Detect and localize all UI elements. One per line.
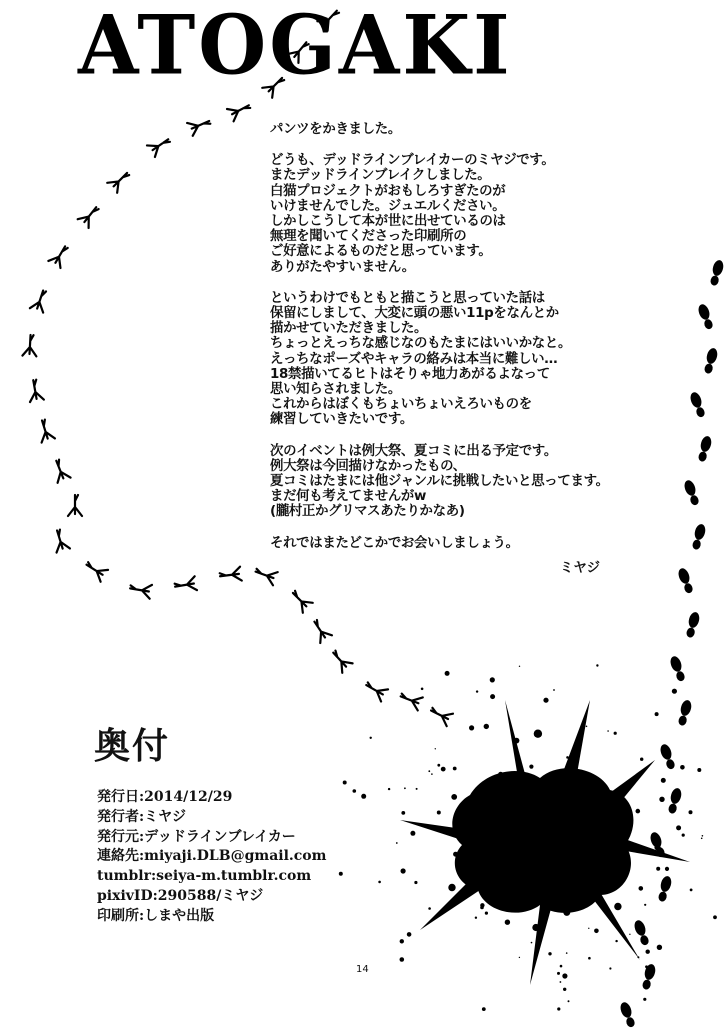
ink-droplet <box>645 965 648 968</box>
ink-droplet <box>498 772 503 777</box>
ink-droplet <box>421 688 424 691</box>
afterword-line: 白猫プロジェクトがおもしろすぎたのが <box>270 183 506 199</box>
ink-droplet <box>657 945 662 950</box>
ink-droplet <box>640 758 643 761</box>
footprint-mark <box>677 567 695 595</box>
afterword-line: まだ何も考えてませんがw <box>270 489 427 505</box>
ink-droplet <box>490 677 495 682</box>
author-signature: ミヤジ <box>560 561 601 576</box>
afterword-line: えっちなポーズやキャラの絡みは本当に難しい… <box>270 351 558 367</box>
ink-droplet <box>576 886 584 894</box>
colophon-list <box>97 788 326 927</box>
ink-droplet <box>464 858 472 866</box>
footprint-mark <box>619 1001 637 1029</box>
afterword-line: どうも、デッドラインブレイカーのミヤジです。 <box>270 153 555 169</box>
ink-droplet <box>469 725 474 730</box>
ink-droplet <box>480 903 484 907</box>
afterword-line: それではまたどこかでお会いしましょう。 <box>270 535 519 551</box>
bird-track-mark <box>219 567 242 583</box>
afterword-paragraph <box>270 122 670 137</box>
ink-droplet <box>453 852 458 857</box>
ink-droplet <box>474 811 478 815</box>
colophon-separator: : <box>139 789 145 805</box>
footprint-mark <box>697 303 715 331</box>
colophon-separator: : <box>139 808 145 825</box>
ink-droplet <box>441 767 446 772</box>
colophon-row <box>97 808 326 828</box>
ink-droplet <box>370 737 372 739</box>
colophon-separator: : <box>152 887 158 904</box>
ink-droplet <box>410 831 415 836</box>
ink-droplet <box>655 712 659 716</box>
afterword-paragraph <box>270 153 670 275</box>
ink-droplet <box>431 773 433 775</box>
ink-droplet <box>662 751 664 753</box>
ink-droplet <box>607 730 609 732</box>
ink-droplet <box>659 797 664 802</box>
afterword-line: 描かせていただきました。 <box>270 321 428 337</box>
colophon-label: 印刷所 <box>97 907 139 924</box>
ink-droplet <box>609 967 611 969</box>
ink-droplet <box>484 724 489 729</box>
ink-droplet <box>475 917 477 919</box>
ink-droplet <box>594 929 599 934</box>
colophon-value: seiya-m.tumblr.com <box>156 868 312 885</box>
bird-track-mark <box>48 243 71 268</box>
ink-droplet <box>468 827 472 831</box>
ink-droplet <box>519 666 520 667</box>
ink-droplet <box>343 781 347 785</box>
ink-droplet <box>614 903 621 910</box>
footprint-mark <box>691 523 707 551</box>
bird-track-mark <box>107 168 132 193</box>
bird-track-mark <box>328 648 353 673</box>
ink-droplet <box>624 851 625 852</box>
ink-droplet <box>493 890 502 899</box>
bird-track-mark <box>253 565 277 585</box>
ink-droplet <box>401 811 405 815</box>
footprint-mark <box>685 611 701 639</box>
ink-droplet <box>471 728 473 730</box>
afterword-paragraph <box>270 536 670 551</box>
bird-track-mark <box>174 576 197 593</box>
afterword-line: しかしこうして本が世に出せているのは <box>270 214 506 230</box>
ink-droplet <box>487 877 489 879</box>
colophon-row <box>97 788 326 808</box>
ink-droplet <box>611 816 615 820</box>
colophon-value: ミヤジ <box>144 808 187 825</box>
ink-droplet <box>553 689 555 691</box>
ink-droplet <box>400 957 405 962</box>
bird-track-mark <box>26 379 43 402</box>
ink-droplet <box>639 886 644 891</box>
colophon-row <box>97 828 326 848</box>
bird-track-mark <box>398 690 423 711</box>
ink-droplet <box>396 842 398 844</box>
bird-track-mark <box>363 679 388 702</box>
bird-track-mark <box>227 99 252 121</box>
colophon-value: 2014/12/29 <box>144 789 233 805</box>
afterword-line: というわけでもともと描こうと思っていた話は <box>270 290 545 306</box>
colophon-label: 連絡先 <box>97 848 139 865</box>
ink-droplet <box>534 730 542 738</box>
afterword-line: これからはぼくもちょいちょいえろいものを <box>270 397 532 413</box>
ink-droplet <box>485 912 488 915</box>
ink-droplet <box>654 844 660 850</box>
ink-droplet <box>560 981 562 983</box>
footprint-mark <box>669 655 687 683</box>
ink-droplet <box>557 1007 560 1010</box>
colophon-value: miyaji.DLB@gmail.com <box>144 848 327 865</box>
footprint-mark <box>641 963 657 991</box>
ink-droplet <box>629 934 630 935</box>
ink-droplet <box>628 818 633 823</box>
bird-track-mark <box>68 495 82 516</box>
afterword-line: 練習していきたいです。 <box>270 412 413 428</box>
ink-droplet <box>689 810 693 814</box>
page-number: 14 <box>356 964 369 975</box>
ink-droplet <box>404 787 406 789</box>
afterword-line: 思い知らされました。 <box>270 382 401 398</box>
ink-droplet <box>637 956 639 958</box>
ink-droplet <box>596 664 598 666</box>
footprint-mark <box>697 435 713 463</box>
bird-track-mark <box>147 134 172 157</box>
ink-droplet <box>416 788 418 790</box>
ink-droplet <box>680 765 685 770</box>
footprint-mark <box>667 787 683 815</box>
ink-droplet <box>614 732 617 735</box>
colophon-value: 290588/ミヤジ <box>157 887 264 904</box>
ink-droplet <box>453 767 457 771</box>
ink-droplet <box>531 942 533 944</box>
bird-track-mark <box>30 288 50 312</box>
ink-droplet <box>604 784 606 786</box>
ink-droplet <box>490 694 495 699</box>
ink-droplet <box>529 765 533 769</box>
ink-droplet <box>588 957 591 960</box>
bird-track-mark <box>83 559 108 582</box>
afterword-line: 無理を聞いてくださった印刷所の <box>270 229 467 245</box>
ink-droplet <box>339 872 343 876</box>
ink-droplet <box>646 950 650 954</box>
colophon-value: デッドラインブレイカー <box>144 828 296 845</box>
ink-droplet <box>586 726 588 728</box>
afterword-line: 例大祭は今回描けなかったもの、 <box>270 458 466 474</box>
ink-droplet <box>514 738 520 744</box>
page-title: ATOGAKI <box>78 0 513 94</box>
ink-droplet <box>378 881 381 884</box>
afterword-line: 夏コミはたまには他ジャンルに挑戦したいと思ってます。 <box>270 474 609 490</box>
colophon-value: しまや出版 <box>144 907 215 924</box>
ink-droplet <box>560 965 563 968</box>
ink-splatter <box>339 664 717 1011</box>
ink-droplet <box>437 764 440 767</box>
ink-droplet <box>532 924 539 931</box>
colophon-separator: : <box>139 848 145 865</box>
colophon-label: 発行者 <box>97 808 139 825</box>
ink-droplet <box>482 883 484 885</box>
afterword-body <box>270 122 670 567</box>
ink-droplet <box>619 844 626 851</box>
ink-droplet <box>566 756 569 759</box>
footprint-mark <box>649 831 667 859</box>
ink-droplet <box>548 952 551 955</box>
bird-track-mark <box>78 203 102 228</box>
colophon-row <box>97 867 326 887</box>
ink-droplet <box>428 770 430 772</box>
afterword-line: 保留にしまして、大変に頭の悪い11pをなんとか <box>270 306 559 322</box>
ink-droplet <box>353 789 357 793</box>
colophon-label: 発行日 <box>97 789 139 805</box>
afterword-paragraph <box>270 291 670 428</box>
colophon-separator: : <box>139 907 145 924</box>
afterword-line: いけませんでした。ジュエルください。 <box>270 198 506 214</box>
ink-droplet <box>682 834 685 837</box>
bird-track-mark <box>22 335 37 357</box>
ink-droplet <box>435 748 436 749</box>
ink-droplet <box>476 690 478 692</box>
ink-droplet <box>543 698 548 703</box>
colophon-label: tumblr <box>97 868 151 885</box>
colophon-separator: : <box>139 828 145 845</box>
ink-droplet <box>407 932 412 937</box>
footprint-mark <box>709 259 725 287</box>
footprint-mark <box>689 391 707 419</box>
ink-droplet <box>563 909 570 916</box>
ink-droplet <box>437 811 441 815</box>
ink-droplet <box>697 768 701 772</box>
ink-droplet <box>656 867 660 871</box>
ink-droplet <box>361 794 366 799</box>
bird-track-mark <box>309 618 332 643</box>
ink-droplet <box>690 889 693 892</box>
ink-droplet <box>480 864 487 871</box>
ink-droplet <box>519 957 520 958</box>
afterword-line: 次のイベントは例大祭、夏コミに出る予定です。 <box>270 443 557 459</box>
bird-track-mark <box>50 458 71 483</box>
afterword-line: ありがたやすいません。 <box>270 259 415 275</box>
footprint-mark <box>683 479 701 507</box>
ink-droplet <box>661 778 666 783</box>
colophon-row <box>97 847 326 867</box>
ink-droplet <box>636 809 641 814</box>
ink-droplet <box>676 825 681 830</box>
ink-droplet <box>632 844 639 851</box>
ink-droplet <box>615 940 617 942</box>
colophon-label: 発行元 <box>97 828 139 845</box>
ink-droplet <box>566 952 568 954</box>
ink-droplet <box>482 1007 486 1011</box>
ink-droplet <box>713 915 717 919</box>
footprint-mark <box>677 699 693 727</box>
afterword-line: (朧村正かグリマスあたりかなあ) <box>270 504 465 520</box>
ink-droplet <box>643 998 646 1001</box>
afterword-paragraph <box>270 444 670 520</box>
ink-droplet <box>701 838 703 840</box>
colophon-row <box>97 907 326 927</box>
ink-droplet <box>428 907 431 910</box>
footprint-mark <box>657 875 673 903</box>
ink-droplet <box>505 920 510 925</box>
ink-droplet <box>672 689 677 694</box>
ink-droplet <box>588 928 589 929</box>
footprint-mark <box>703 347 719 375</box>
ink-droplet <box>562 973 567 978</box>
ink-droplet <box>557 972 560 975</box>
ink-droplet <box>480 906 484 910</box>
ink-droplet <box>568 1000 570 1002</box>
ink-droplet <box>401 868 406 873</box>
afterword-line: パンツをかきました。 <box>270 122 401 137</box>
bird-track-mark <box>428 704 453 726</box>
colophon-label: pixivID <box>97 887 153 904</box>
ink-droplet <box>464 868 472 876</box>
afterword-line: ちょっとえっちな感じなのもたまにはいいかなと。 <box>270 336 572 352</box>
afterword-line: ご好意によるものだと思っています。 <box>270 244 492 260</box>
ink-droplet <box>414 881 417 884</box>
colophon-row <box>97 887 326 907</box>
ink-droplet <box>388 788 390 790</box>
afterword-line: またデッドラインブレイクしました。 <box>270 168 491 184</box>
colophon-title: 奥付 <box>94 725 171 767</box>
bird-track-mark <box>50 528 70 552</box>
ink-droplet <box>665 867 669 871</box>
ink-droplet <box>451 794 457 800</box>
ink-droplet <box>702 835 704 837</box>
ink-droplet <box>448 884 455 891</box>
ink-droplet <box>644 904 646 906</box>
footprint-mark <box>659 743 677 771</box>
bird-track-mark <box>129 581 152 598</box>
afterword-line: 18禁描いてるヒトはそりゃ地力あがるよなって <box>270 366 550 382</box>
bird-track-mark <box>35 418 55 442</box>
footprint-mark <box>633 919 651 947</box>
ink-droplet <box>400 939 404 943</box>
bird-track-mark <box>288 588 313 613</box>
bird-track-mark <box>187 115 212 136</box>
ink-droplet <box>473 876 478 881</box>
ink-droplet <box>445 671 450 676</box>
ink-droplet <box>563 988 566 991</box>
colophon-separator: : <box>150 868 157 885</box>
